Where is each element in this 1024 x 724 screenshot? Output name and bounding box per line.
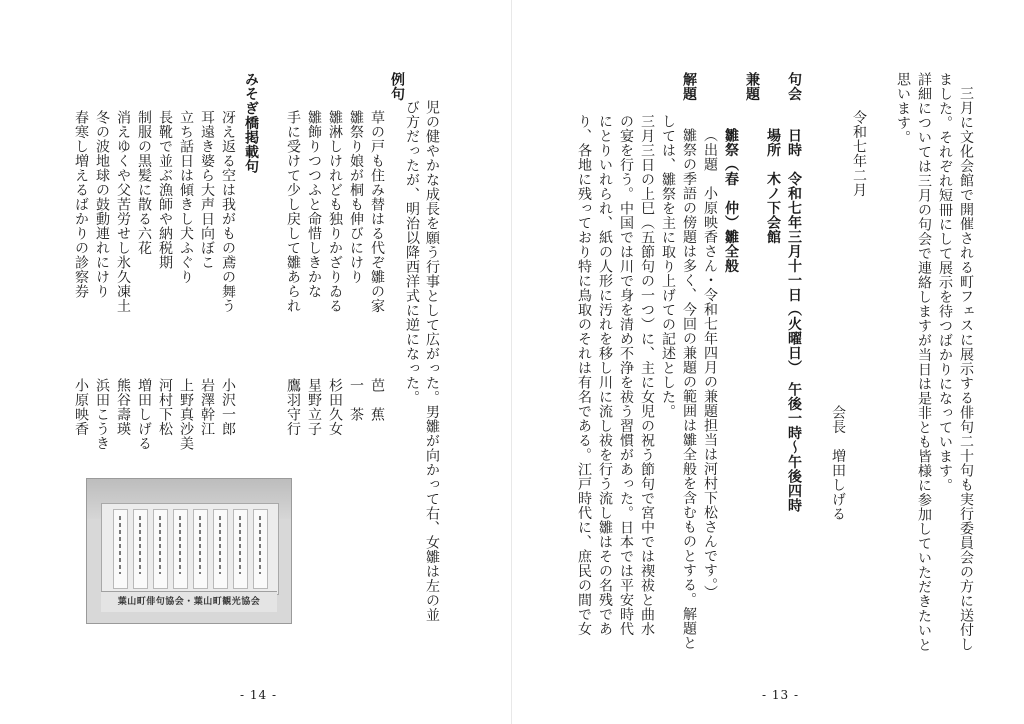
kukai-datetime: 日時 令和七年三月十一日（火曜日） 午後一時～午後四時: [786, 128, 802, 513]
tanzaku-strip: [213, 509, 228, 589]
misogi-author: 小沢一郎: [220, 378, 236, 436]
misogi-author: 小原映香: [73, 378, 89, 436]
photo-caption-banner: 葉山町俳句協会・葉山町観光協会: [101, 591, 277, 612]
misogi-haiku: 制服の黒髪に散る六花: [136, 110, 152, 255]
tanzaku-strip: [253, 509, 268, 589]
misogi-author: 浜田こうき: [94, 378, 110, 451]
kaidai-line: しては、雛祭を主に取り上げての記述とした。: [660, 114, 676, 419]
misogi-heading: みそぎ橋掲載句: [243, 72, 259, 174]
example-author: 芭 蕉: [369, 378, 385, 422]
example-author: 杉田久女: [327, 378, 343, 436]
misogi-author: 上野真沙美: [178, 378, 194, 451]
example-haiku: 雛飾りつつふと命惜しきかな: [306, 110, 322, 299]
kaidai-line: り、各地に残っており特に鳥取のそれは有名である。江戸時代に、庶民の間で女: [576, 114, 592, 636]
misogi-haiku: 長靴で並ぶ漁師や納税期: [157, 110, 173, 270]
kaidai-line: にとりいれられ、紙の人形に汚れを移し川に流し祓を行う流し雛はその名残であ: [597, 114, 613, 636]
misogi-haiku: 消えゆくや父苦労せし氷久凍土: [115, 110, 131, 313]
example-haiku: 草の戸も住み替はる代ぞ雛の家: [369, 110, 385, 313]
intro-line: 詳細については三月の句会で連絡しますが当日は是非とも皆様に参加していただきたいと: [916, 72, 932, 652]
misogi-haiku: 冬の波地球の鼓動連れにけり: [94, 110, 110, 299]
body-line: 児の健やかな成長を願う行事として広がった。男雛が向かって右、女雛は左の並: [424, 100, 440, 622]
example-haiku: 雛祭り娘が桐も伸びにけり: [348, 110, 364, 284]
body-line: び方だったが、明治以降西洋式に逆になった。: [404, 100, 420, 405]
misogi-author: 熊谷壽瑛: [115, 378, 131, 436]
misogi-author: 増田しげる: [136, 378, 152, 451]
kendai-season: 雛祭（春 仲）雛全般: [723, 128, 739, 273]
signature: 会長 増田しげる: [830, 405, 846, 521]
tanzaku-strip: [113, 509, 128, 589]
misogi-author: 河村下松: [157, 378, 173, 436]
tanzaku-strip: [193, 509, 208, 589]
misogi-haiku: 耳遠き婆ら大声日向ぼこ: [199, 110, 215, 270]
misogi-haiku: 春寒し増えるばかりの診察券: [73, 110, 89, 299]
examples-heading: 例句: [389, 72, 405, 101]
kendai-note: （出題 小原映香さん・令和七年四月の兼題担当は河村下松さんです。）: [702, 128, 718, 600]
page-number: - 13 -: [762, 688, 800, 702]
example-author: 星野立子: [306, 378, 322, 436]
tanzaku-strip: [153, 509, 168, 589]
kaidai-line: の宴を行う。中国では川で身を清め不浄を祓う習慣があった。日本では平安時代: [618, 114, 634, 636]
tanzaku-strip: [133, 509, 148, 589]
kaidai-line: 雛祭の季語の傍題は多く、今回の兼題の範囲は雛全般を含むものとする。解題と: [681, 128, 697, 650]
intro-line: 思います。: [895, 72, 911, 145]
misogi-haiku: 冴え返る空は我がもの鳶の舞う: [220, 110, 236, 313]
misogi-author: 岩澤幹江: [199, 378, 215, 436]
page-number: - 14 -: [240, 688, 278, 702]
kukai-label: 句会: [786, 72, 802, 101]
tanzaku-strip: [233, 509, 248, 589]
misogi-haiku: 立ち話日は傾きし犬ふぐり: [178, 110, 194, 284]
kaidai-line: 三月三日の上巳（五節句の一つ）に、主に女児の祝う節句で宮中では禊祓と曲水: [639, 114, 655, 636]
intro-line: 三月に文化会館で開催される町フェスに展示する俳句二十句も実行委員会の方に送付し: [958, 86, 974, 652]
example-author: 一 茶: [348, 378, 364, 422]
tanzaku-exhibit-photo: [86, 478, 292, 624]
tanzaku-strip: [173, 509, 188, 589]
page-13: [512, 0, 1024, 724]
intro-line: ました。それぞれ短冊にして展示を待つばかりになっています。: [937, 72, 953, 493]
kendai-label: 兼題: [744, 72, 760, 101]
kaidai-label: 解題: [681, 72, 697, 101]
kukai-place: 場所 木ノ下会館: [765, 128, 781, 244]
example-author: 鷹羽守行: [285, 378, 301, 436]
example-haiku: 手に受けて少し戻して雛あられ: [285, 110, 301, 313]
example-haiku: 雛淋しけれども独りかざりゐる: [327, 110, 343, 313]
issue-date: 令和七年二月: [851, 110, 867, 197]
